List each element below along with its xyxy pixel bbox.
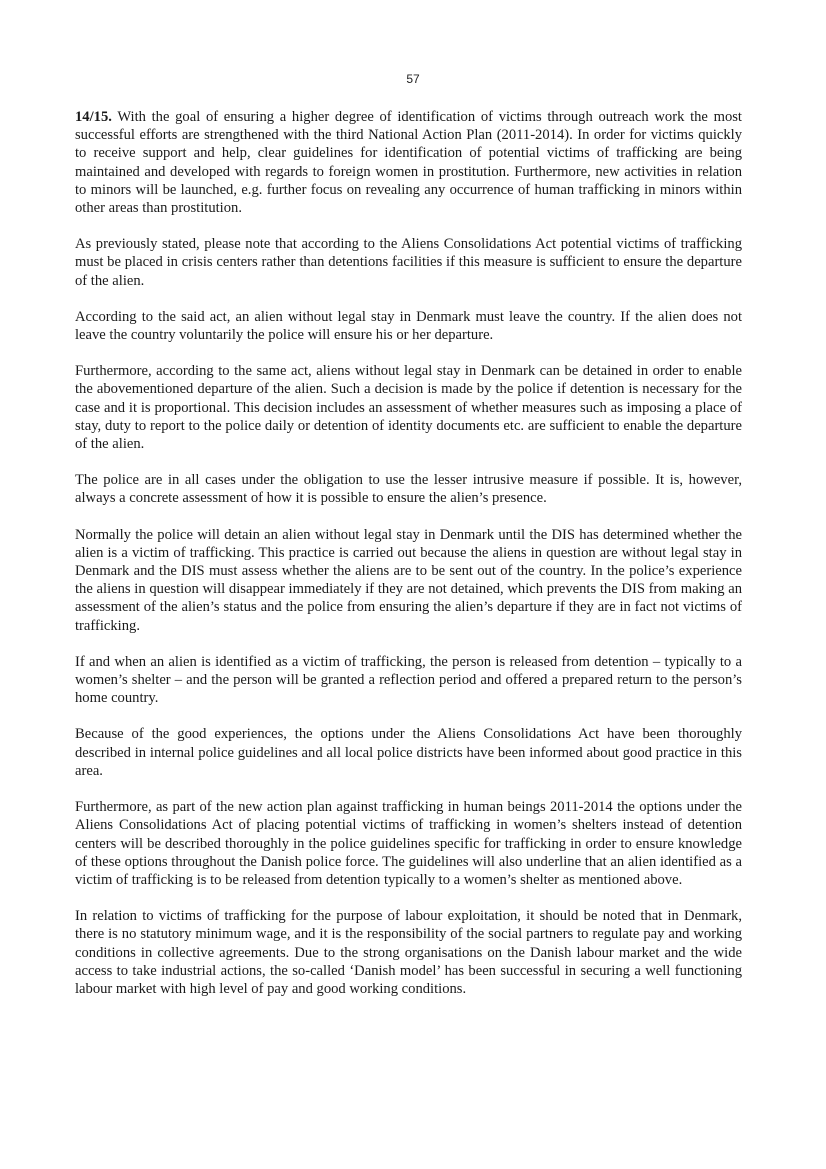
paragraph-dis-assessment: Normally the police will detain an alien without legal stay in Denmark until the DIS has determined whether the alien is a victim of trafficking. This practice is carried out because the aliens in question are without legal stay in Denmark and the DIS must assess whether the aliens are to be sent out of the country. In the police’s experience the aliens in question will disappear immediately if they are not detained, which prevents the DIS from making an assessment of the alien’s status and the police from ensuring the alien’s departure if they are in fact not victims of trafficking. (75, 526, 742, 634)
paragraph-label: 14/15. (75, 109, 112, 125)
paragraph-14-15 (75, 108, 742, 217)
page-number: 57 (406, 72, 420, 86)
paragraph-guidelines: Because of the good experiences, the options under the Aliens Consolidations Act have been thoroughly described in internal police guidelines and all local police districts have been informed about good practice in this area. (75, 726, 742, 779)
paragraph-release: If and when an alien is identified as a victim of trafficking, the person is released from detention – typically to a women’s shelter – and the person will be granted a reflection period and offered a prepared return to the person’s home country. (75, 653, 742, 707)
paragraph-crisis-centers: As previously stated, please note that according to the Aliens Consolidations Act potential victims of trafficking must be placed in crisis centers rather than detentions facilities if this measure is sufficient to ensure the departure of the alien. (75, 236, 742, 289)
paragraph-action-plan: Furthermore, as part of the new action plan against trafficking in human beings 2011-2014 the options under the Aliens Consolidations Act of placing potential victims of trafficking in women’s shelters instead of detention centers will be described thoroughly in the police guidelines specific for trafficking in order to ensure knowledge of these options throughout the Danish police force. The guidelines will also underline that an alien identified as a victim of trafficking is to be released from detention typically to a women’s shelter as mentioned above. (75, 799, 742, 888)
document-body (75, 108, 742, 1016)
paragraph-detention-decision: Furthermore, according to the same act, aliens without legal stay in Denmark can be detained in order to enable the abovementioned departure of the alien. Such a decision is made by the police if detention is necessary for the case and it is proportional. This decision includes an assessment of whether measures such as imposing a place of stay, duty to report to the police daily or detention of identity documents etc. are sufficient to enable the departure of the alien. (75, 363, 742, 453)
paragraph-labour-exploitation: In relation to victims of trafficking for the purpose of labour exploitation, it should be noted that in Denmark, there is no statutory minimum wage, and it is the responsibility of the social partners to regulate pay and working conditions in collective agreements. Due to the strong organisations on the Danish labour market and the wide access to take industrial actions, the so-called ‘Danish model’ has been successful in securing a well functioning labour market with high level of pay and good working conditions. (75, 908, 742, 997)
paragraph-legal-stay: According to the said act, an alien without legal stay in Denmark must leave the country. If the alien does not leave the country voluntarily the police will ensure his or her departure. (75, 308, 742, 344)
paragraph-text: With the goal of ensuring a higher degree of identification of victims through outreach work the most successful efforts are strengthened with the third National Action Plan (2011-2014). In order for victims quickly to receive support and help, clear guidelines for identification of potential victims of trafficking are being maintained and developed with regards to foreign women in prostitution. Furthermore, new activities in relation to minors will be launched, e.g. further focus on revealing any occurrence of human trafficking in minors within other areas than prostitution. (75, 109, 742, 217)
paragraph-lesser-measure: The police are in all cases under the obligation to use the lesser intrusive measure if possible. It is, however, always a concrete assessment of how it is possible to ensure the alien’s presence. (75, 472, 742, 507)
